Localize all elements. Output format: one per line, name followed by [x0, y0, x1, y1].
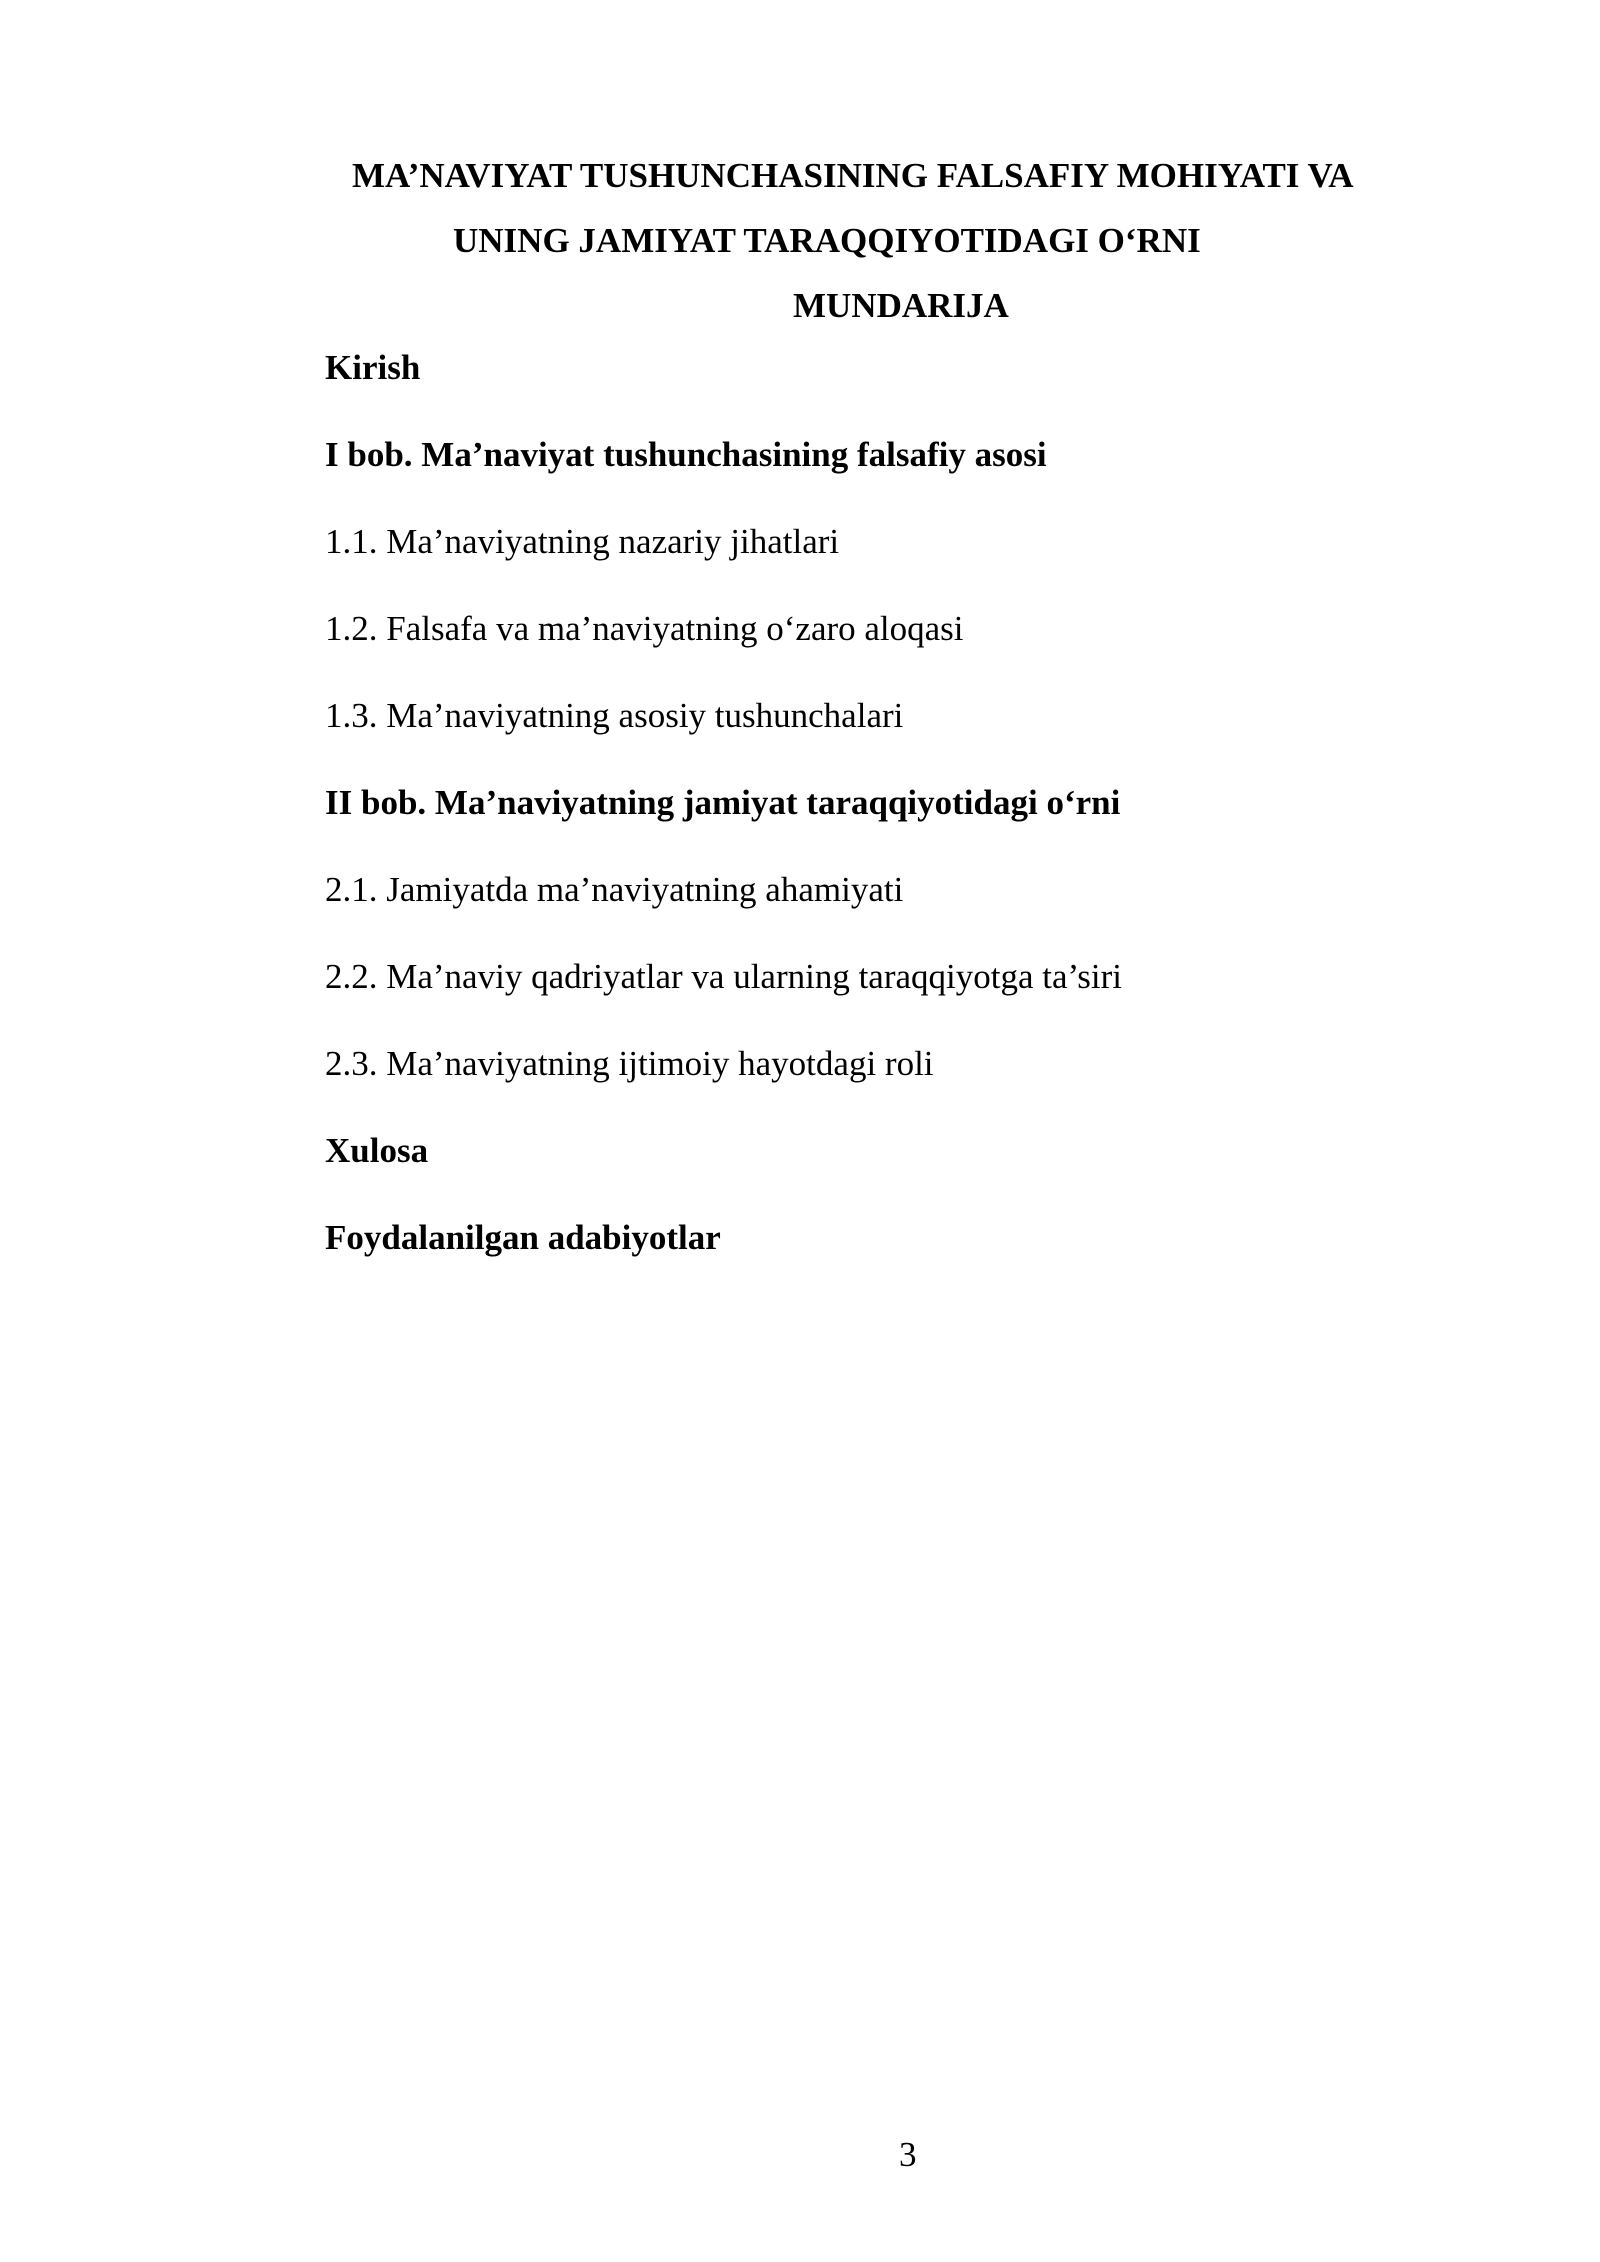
toc-entry: 2.3. Ma’naviyatning ijtimoiy hayotdagi roli — [325, 1044, 934, 1083]
document-title-line-1: MA’NAVIYAT TUSHUNCHASINING FALSAFIY MOHIYATI VA — [352, 156, 1354, 195]
toc-entry: Kirish — [325, 348, 421, 387]
toc-entry: Xulosa — [325, 1131, 429, 1170]
contents-heading: MUNDARIJA — [793, 286, 1009, 325]
toc-entry: 2.2. Ma’naviy qadriyatlar va ularning taraqqiyotga ta’siri — [325, 957, 1122, 996]
toc-entry: II bob. Ma’naviyatning jamiyat taraqqiyotidagi o‘rni — [325, 783, 1121, 822]
toc-entry: 1.2. Falsafa va ma’naviyatning o‘zaro aloqasi — [325, 609, 964, 648]
toc-entry: 1.1. Ma’naviyatning nazariy jihatlari — [325, 522, 840, 561]
toc-entry: 2.1. Jamiyatda ma’naviyatning ahamiyati — [325, 870, 904, 909]
toc-entry: I bob. Ma’naviyat tushunchasining falsafiy asosi — [325, 435, 1047, 474]
toc-entry: Foydalanilgan adabiyotlar — [325, 1218, 721, 1257]
document-title-line-2: UNING JAMIYAT TARAQQIYOTIDAGI O‘RNI — [453, 221, 1201, 260]
page-number: 3 — [899, 2135, 917, 2174]
toc-entry: 1.3. Ma’naviyatning asosiy tushunchalari — [325, 696, 904, 735]
